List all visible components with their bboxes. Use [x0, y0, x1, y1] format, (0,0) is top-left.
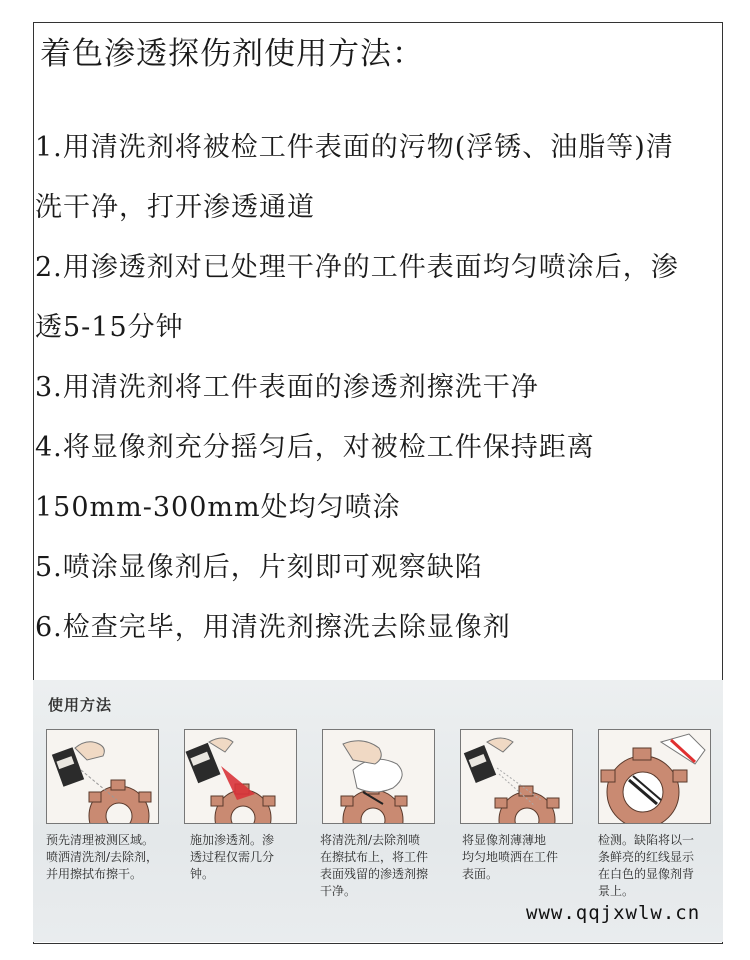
step-1-caption: 预先清理被测区域。 喷洒清洗剂/去除剂， 并用擦拭布擦干。: [46, 833, 159, 881]
instruction-line: 5.喷涂显像剂后，片刻即可观察缺陷: [35, 552, 483, 583]
red-spray-icon: [221, 766, 255, 800]
step-2-illustration: [184, 729, 297, 824]
step-1-illustration: [46, 729, 159, 824]
spray-can-icon: [186, 743, 221, 784]
step-3-illustration: [322, 729, 435, 824]
spray-can-icon: [52, 747, 84, 786]
step-3-caption: 将清洗剂/去除剂喷 在擦拭布上，将工件 表面残留的渗透剂擦 干净。: [320, 833, 429, 898]
instruction-line: 6.检查完毕，用清洗剂擦洗去除显像剂: [35, 612, 511, 643]
step-5-caption: 检测。缺陷将以一 条鲜亮的红线显示 在白色的显像剂背 景上。: [598, 833, 695, 898]
hand-icon: [75, 742, 104, 760]
hand-icon: [487, 738, 513, 752]
page-title: 着色渗透探伤剂使用方法：: [40, 36, 424, 72]
instruction-line: 3.用清洗剂将工件表面的渗透剂擦洗干净: [35, 372, 539, 403]
usage-heading: 使用方法: [48, 696, 113, 714]
step-5-illustration: [598, 729, 711, 824]
cloth-icon: [353, 759, 402, 792]
step-2-caption: 施加渗透剂。渗 透过程仅需几分 钟。: [190, 833, 275, 881]
hand-icon: [343, 741, 381, 764]
step-4-caption: 将显像剂薄薄地 均匀地喷洒在工件 表面。: [462, 833, 559, 881]
hand-icon: [209, 738, 233, 752]
step-4-illustration: [460, 729, 573, 824]
instruction-line: 150mm-300mm处均匀喷涂: [35, 492, 401, 523]
instruction-line: 1.用清洗剂将被检工件表面的污物(浮锈、油脂等)清: [35, 132, 674, 163]
instruction-line: 透5-15分钟: [35, 312, 184, 343]
gear-icon: [47, 730, 159, 824]
instruction-line: 4.将显像剂充分摇匀后，对被检工件保持距离: [35, 432, 595, 463]
instruction-line: 洗干净，打开渗透通道: [35, 192, 315, 223]
instruction-line: 2.用渗透剂对已处理干净的工件表面均匀喷涂后，渗: [35, 252, 679, 283]
watermark-url: www.qqjxwlw.cn: [526, 902, 701, 924]
